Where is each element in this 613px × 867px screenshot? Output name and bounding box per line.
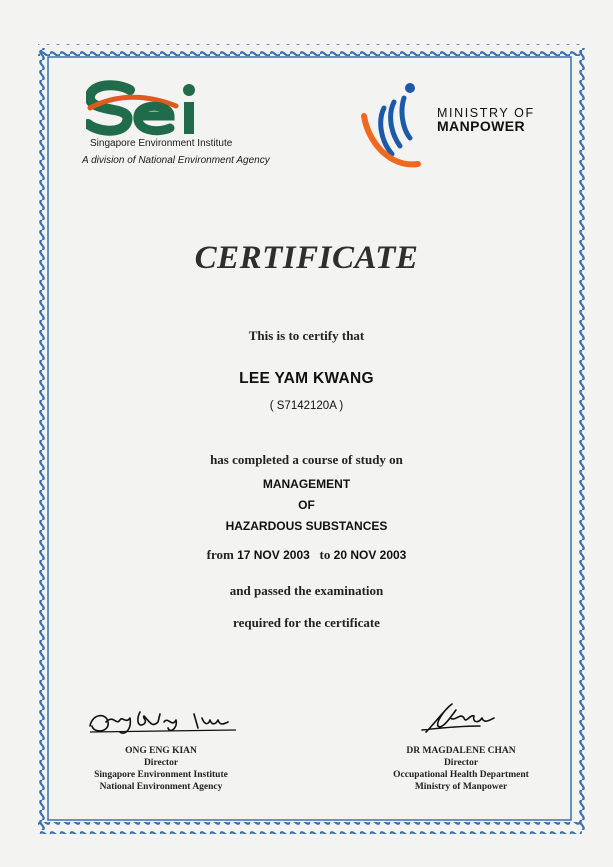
signature-ong-eng-kian <box>86 700 246 740</box>
signatory-right-name: DR MAGDALENE CHAN <box>406 746 516 756</box>
sei-name: Singapore Environment Institute <box>90 138 233 149</box>
passed-text: and passed the examination <box>229 583 384 598</box>
date-range <box>0 547 613 563</box>
recipient-name: LEE YAM KWANG <box>239 370 374 387</box>
mom-name-line2: MANPOWER <box>437 118 525 134</box>
signatory-left-org1: Singapore Environment Institute <box>94 770 228 780</box>
course-line-2: OF <box>298 498 315 512</box>
recipient-id: ( S7142120A ) <box>269 400 344 412</box>
start-date: 17 NOV 2003 <box>237 548 310 562</box>
signature-magdalene-chan <box>420 700 510 738</box>
signatory-left-title: Director <box>143 758 179 768</box>
signatory-right-org1: Occupational Health Department <box>393 770 529 780</box>
completed-text: has completed a course of study on <box>210 452 403 467</box>
signatory-right-title: Director <box>443 758 479 768</box>
from-label: from <box>206 547 234 562</box>
course-line-3: HAZARDOUS SUBSTANCES <box>225 519 388 533</box>
sei-logo <box>86 80 216 138</box>
course-line-1: MANAGEMENT <box>262 477 351 491</box>
mom-logo <box>360 80 430 170</box>
mom-name-line1: MINISTRY OF <box>437 106 535 120</box>
signatory-right <box>366 745 556 793</box>
required-text: required for the certificate <box>233 615 380 630</box>
signatory-left-name: ONG ENG KIAN <box>125 746 197 756</box>
certify-intro: This is to certify that <box>248 328 365 343</box>
to-label: to <box>319 547 331 562</box>
signatory-left <box>66 745 256 793</box>
signatory-left-org2: National Environment Agency <box>99 782 223 792</box>
end-date: 20 NOV 2003 <box>333 548 407 562</box>
certificate-title: CERTIFICATE <box>194 240 419 276</box>
signatory-right-org2: Ministry of Manpower <box>414 782 508 792</box>
sei-division: A division of National Environment Agency <box>82 155 270 166</box>
